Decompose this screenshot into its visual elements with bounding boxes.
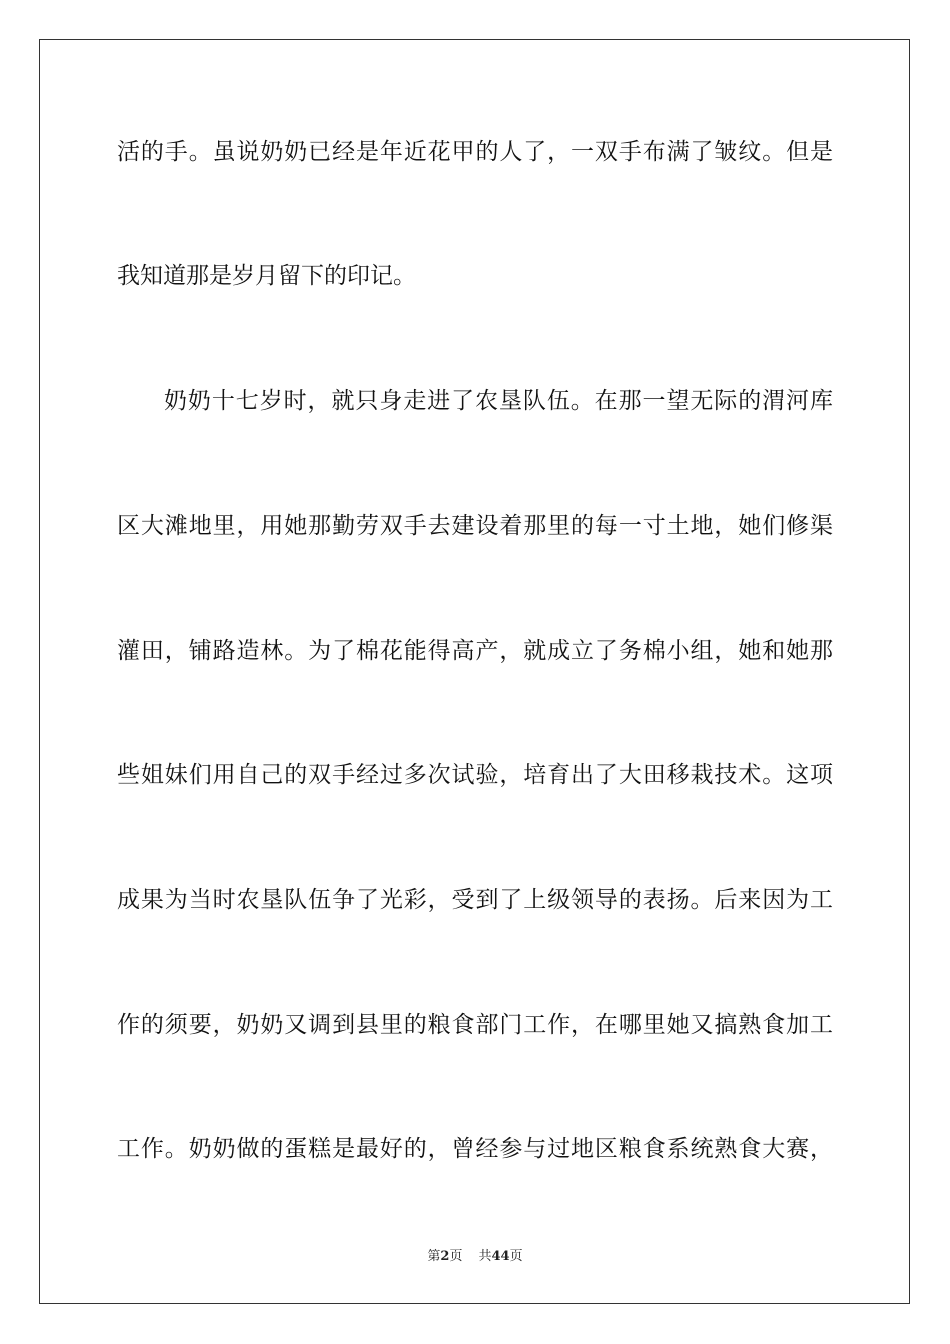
text-line-9: 工作。奶奶做的蛋糕是最好的，曾经参与过地区粮食系统熟食大赛， [117, 1136, 833, 1162]
page-border [39, 39, 910, 1304]
footer-total-number: 44 [491, 1249, 510, 1264]
footer-total-prefix: 共 [478, 1249, 492, 1264]
footer-page-prefix: 第 [427, 1249, 441, 1264]
footer-page-suffix: 页 [449, 1249, 463, 1264]
text-line-8: 作的须要，奶奶又调到县里的粮食部门工作，在哪里她又搞熟食加工 [117, 1012, 833, 1038]
text-line-5: 灌田，铺路造林。为了棉花能得高产，就成立了务棉小组，她和她那 [117, 638, 833, 664]
footer-page-number: 2 [440, 1249, 450, 1264]
text-line-1: 活的手。虽说奶奶已经是年近花甲的人了，一双手布满了皱纹。但是 [117, 139, 833, 165]
text-line-4: 区大滩地里，用她那勤劳双手去建设着那里的每一寸土地，她们修渠 [117, 513, 833, 539]
text-line-2: 我知道那是岁月留下的印记。 [117, 263, 416, 289]
footer-total-suffix: 页 [509, 1249, 523, 1264]
text-line-6: 些姐妹们用自己的双手经过多次试验，培育出了大田移栽技术。这项 [117, 762, 833, 788]
text-line-7: 成果为当时农垦队伍争了光彩，受到了上级领导的表扬。后来因为工 [117, 887, 833, 913]
text-line-3: 奶奶十七岁时，就只身走进了农垦队伍。在那一望无际的渭河库 [164, 388, 833, 414]
page-footer [0, 1248, 950, 1266]
